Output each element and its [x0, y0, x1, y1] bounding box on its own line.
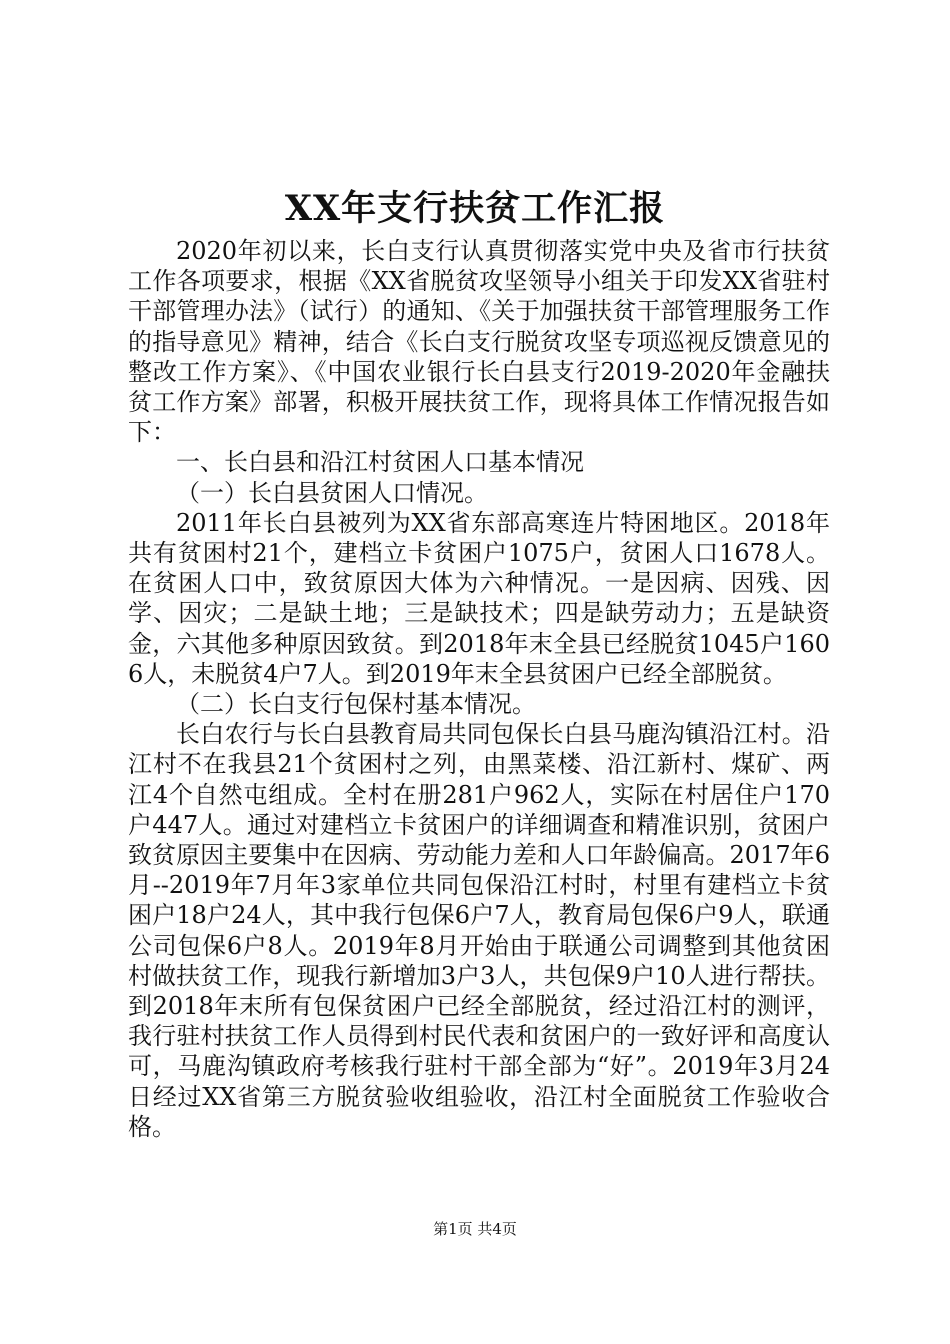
document-body: [128, 236, 830, 1142]
subsection-heading-2: （二）长白支行包保村基本情况。: [176, 690, 536, 719]
paragraph-village-situation: 长白农行与长白县教育局共同包保长白县马鹿沟镇沿江村。沿江村不在我县21个贫困村之列，由黑菜楼、沿江新村、煤矿、两江4个自然屯组成。全村在册281户962人，实际在村居住户170户447人。通过对建档立卡贫困户的详细调查和精准识别，贫困户致贫原因主要集中在因病、劳动能力差和人口年龄偏高。2017年6月--2019年7月年3家单位共同包保沿江村时，村里有建档立卡贫困户18户24人，其中我行包保6户7人，教育局包保6户9人，联通公司包保6户8人。2019年8月开始由于联通公司调整到其他贫困村做扶贫工作，现我行新增加3户3人，共包保9户10人进行帮扶。到2018年末所有包保贫困户已经全部脱贫，经过沿江村的测评，我行驻村扶贫工作人员得到村民代表和贫困户的一致好评和高度认可，马鹿沟镇政府考核我行驻村干部全部为“好”。2019年3月24日经过XX省第三方脱贫验收组验收，沿江村全面脱贫工作验收合格。: [128, 720, 830, 1141]
page-number-footer: 第1页 共4页: [433, 1220, 517, 1238]
section-heading-1: 一、长白县和沿江村贫困人口基本情况: [176, 448, 584, 477]
document-title: XX年支行扶贫工作汇报: [284, 188, 666, 229]
paragraph-intro: 2020年初以来，长白支行认真贯彻落实党中央及省市行扶贫工作各项要求，根据《XX省脱贫攻坚领导小组关于印发XX省驻村干部管理办法》（试行）的通知、《关于加强扶贫干部管理服务工作的指导意见》精神，结合《长白支行脱贫攻坚专项巡视反馈意见的整改工作方案》、《中国农业银行长白县支行2019-2020年金融扶贫工作方案》部署，积极开展扶贫工作，现将具体工作情况报告如下：: [128, 237, 830, 447]
subsection-heading-1: （一）长白县贫困人口情况。: [176, 478, 488, 507]
paragraph-county-poverty: 2011年长白县被列为XX省东部高寒连片特困地区。2018年共有贫困村21个，建档立卡贫困户1075户，贫困人口1678人。在贫困人口中，致贫原因大体为六种情况。一是因病、因残、因学、因灾；二是缺土地；三是缺技术；四是缺劳动力；五是缺资金，六其他多种原因致贫。到2018年末全县已经脱贫1045户1606人，未脱贫4户7人。到2019年末全县贫困户已经全部脱贫。: [128, 508, 830, 688]
